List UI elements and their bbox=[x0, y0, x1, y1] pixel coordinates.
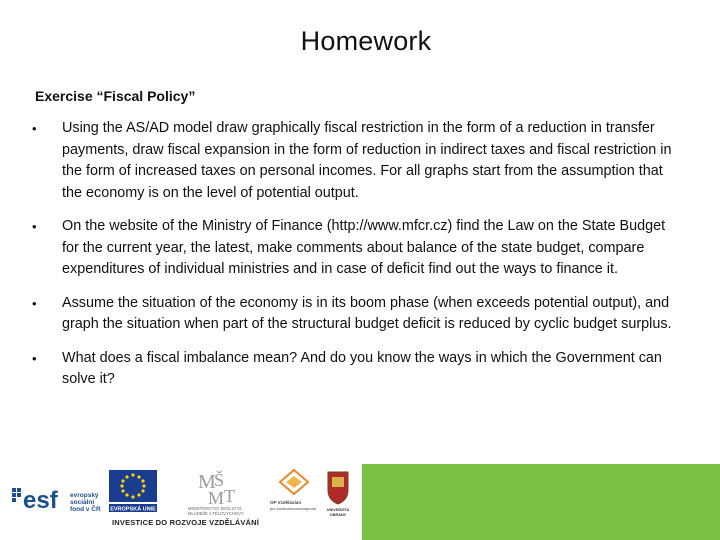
list-item-text: Using the AS/AD model draw graphically fiscal restriction in the form of a reduction in transfer payments, draw fiscal expansion in the form of reduction in indirect taxes and fiscal restriction in the form of increased taxes on personal incomes. For all graphs start from the assumption that the economy is on the level of potential output. bbox=[62, 120, 672, 201]
esf-logo bbox=[10, 470, 102, 518]
list-item bbox=[32, 293, 682, 336]
msmt-logo bbox=[186, 466, 260, 516]
svg-text:OP Vzdělávání: OP Vzdělávání bbox=[270, 500, 301, 505]
esf-wordmark: esf bbox=[23, 487, 58, 514]
eu-label: EVROPSKÁ UNIE bbox=[110, 506, 156, 513]
list-item bbox=[32, 348, 682, 391]
university-crest-logo bbox=[320, 468, 356, 518]
page-title: Homework bbox=[300, 26, 432, 56]
footer-green-band bbox=[362, 464, 720, 540]
svg-text:T: T bbox=[224, 486, 235, 506]
bullet-marker: • bbox=[32, 121, 37, 136]
svg-text:Š: Š bbox=[214, 470, 225, 490]
svg-text:pro konkurenceschopnost: pro konkurenceschopnost bbox=[270, 506, 316, 511]
list-item bbox=[32, 118, 682, 204]
bullet-marker: • bbox=[32, 350, 37, 366]
svg-text:OBRANY: OBRANY bbox=[329, 513, 347, 517]
list-item-text: Assume the situation of the economy is in its boom phase (when exceeds potential output), and graph the situation when part of the structural budget deficit is reduced by cyclic budget surplus. bbox=[62, 294, 672, 332]
exercise-list bbox=[32, 118, 682, 403]
eu-flag-logo bbox=[106, 470, 160, 514]
svg-text:UNIVERZITA: UNIVERZITA bbox=[326, 508, 350, 512]
svg-text:sociální: sociální bbox=[70, 499, 95, 506]
list-item-text: On the website of the Ministry of Finance (http://www.mfcr.cz) find the Law on the State Budget for the current year, the latest, make comments about balance of the state budget, compare expenditures of individual ministries and in case of deficit find out the ways to finance it. bbox=[62, 218, 666, 277]
footer-tagline: INVESTICE DO ROZVOJE VZDĚLÁVÁNÍ bbox=[112, 518, 260, 527]
svg-text:MLÁDEŽE A TĚLOVÝCHOVY: MLÁDEŽE A TĚLOVÝCHOVY bbox=[188, 511, 244, 516]
svg-text:M: M bbox=[208, 488, 225, 508]
svg-text:evropský: evropský bbox=[70, 492, 99, 499]
list-item bbox=[32, 216, 682, 281]
svg-text:fond v ČR: fond v ČR bbox=[70, 506, 101, 513]
bullet-marker: • bbox=[32, 295, 37, 311]
svg-text:M: M bbox=[198, 471, 216, 493]
bullet-marker: • bbox=[32, 219, 37, 234]
svg-text:MINISTERSTVO ŠKOLSTVÍ,: MINISTERSTVO ŠKOLSTVÍ, bbox=[188, 506, 243, 511]
exercise-heading: Exercise “Fiscal Policy” bbox=[35, 88, 196, 104]
op-vk-logo bbox=[268, 468, 320, 516]
list-item-text: What does a fiscal imbalance mean? And do you know the ways in which the Government can solve it? bbox=[62, 349, 662, 387]
